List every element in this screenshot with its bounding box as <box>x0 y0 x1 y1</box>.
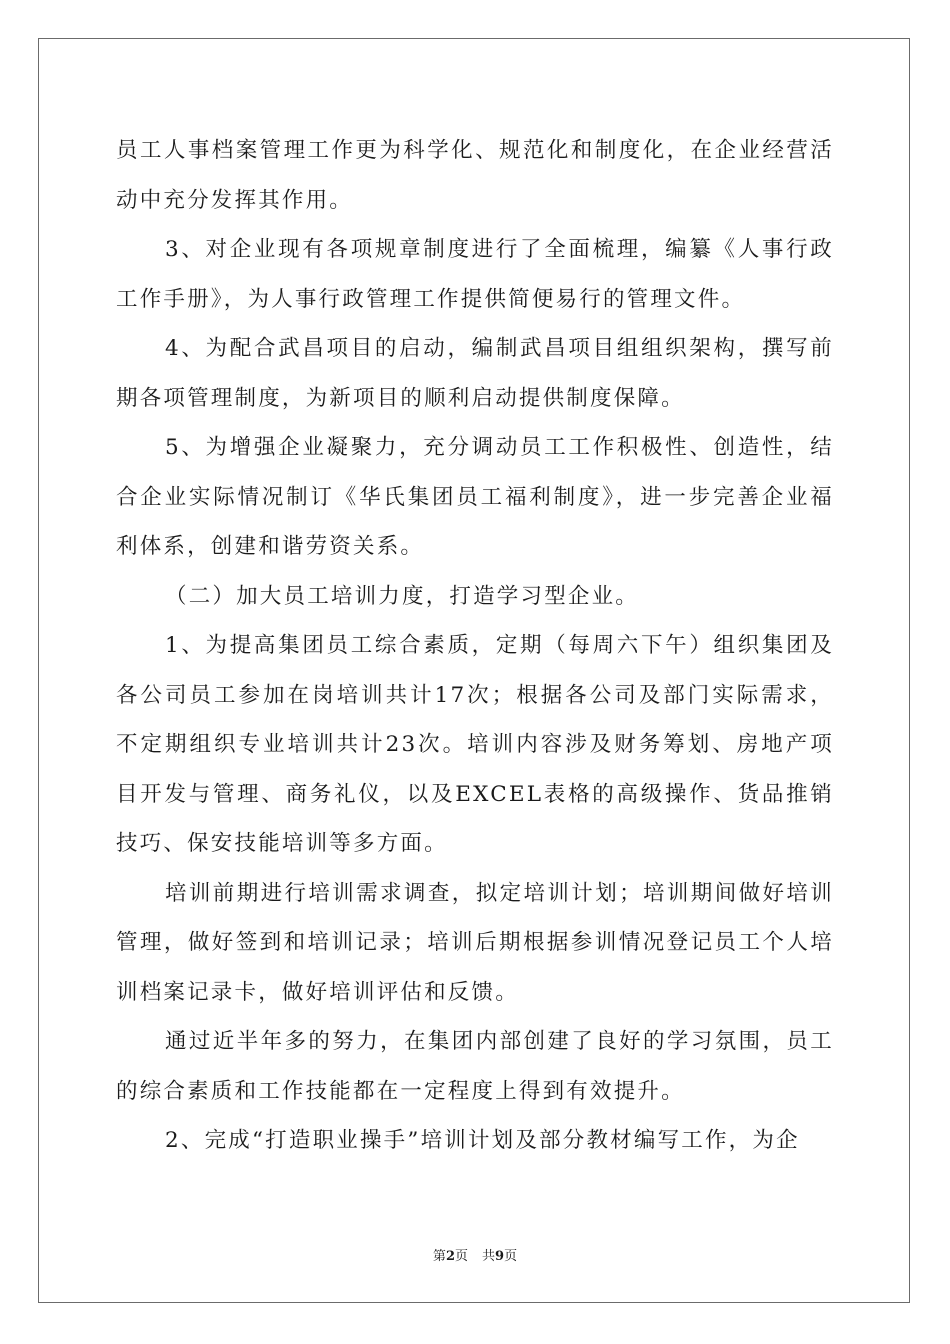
paragraph: 3、对企业现有各项规章制度进行了全面梳理，编纂《人事行政工作手册》，为人事行政管理工作提供简便易行的管理文件。 <box>116 237 834 312</box>
paragraph: 通过近半年多的努力，在集团内部创建了良好的学习氛围，员工的综合素质和工作技能都在一定程度上得到有效提升。 <box>116 1029 834 1104</box>
page-indicator <box>433 1245 468 1264</box>
page-footer <box>0 1245 950 1264</box>
paragraph: 培训前期进行培训需求调查，拟定培训计划；培训期间做好培训管理，做好签到和培训记录；培训后期根据参训情况登记员工个人培训档案记录卡，做好培训评估和反馈。 <box>116 880 834 1005</box>
section-heading: （二）加大员工培训力度，打造学习型企业。 <box>165 583 640 609</box>
paragraph: 1、为提高集团员工综合素质，定期（每周六下午）组织集团及各公司员工参加在岗培训共计17次；根据各公司及部门实际需求，不定期组织专业培训共计23次。培训内容涉及财务筹划、房地产项目开发与管理、商务礼仪，以及EXCEL表格的高级操作、货品推销技巧、保安技能培训等多方面。 <box>116 633 834 856</box>
paragraph: 4、为配合武昌项目的启动，编制武昌项目组组织架构，撰写前期各项管理制度，为新项目的顺利启动提供制度保障。 <box>116 336 834 411</box>
page-prefix: 第 <box>432 1249 446 1264</box>
document-body <box>116 126 834 1166</box>
paragraph: 2、完成“打造职业操手”培训计划及部分教材编写工作，为企 <box>165 1128 800 1153</box>
page-number: 2 <box>445 1249 455 1264</box>
page-suffix: 页 <box>454 1249 468 1264</box>
paragraph: 员工人事档案管理工作更为科学化、规范化和制度化，在企业经营活动中充分发挥其作用。 <box>116 138 834 213</box>
total-pages-indicator <box>482 1245 517 1264</box>
total-prefix: 共 <box>482 1249 496 1264</box>
paragraph: 5、为增强企业凝聚力，充分调动员工工作积极性、创造性，结合企业实际情况制订《华氏集团员工福利制度》，进一步完善企业福利体系，创建和谐劳资关系。 <box>116 435 834 559</box>
total-pages: 9 <box>495 1249 505 1264</box>
total-suffix: 页 <box>504 1249 518 1264</box>
